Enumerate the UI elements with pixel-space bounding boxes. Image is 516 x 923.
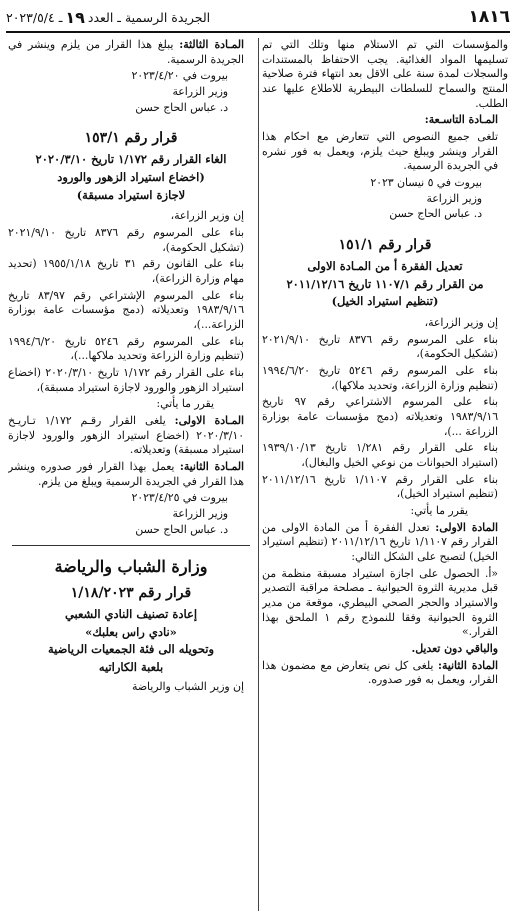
decision151-basis-1: بناء على المرسوم رقم ٨٣٧٦ تاريخ ٢٠٢١/٩/١٠ (تشكيل الحكومة)،	[262, 332, 498, 361]
page-header	[6, 6, 510, 33]
decision151-basis-4: بناء على القرار رقم ١/٢٨١ تاريخ ١٩٣٩/١٠/١٣ (استيراد الحيوانات من نوعي الخيل والبغال)،	[262, 441, 498, 470]
decision151-decides: يقرر ما يأتي:	[410, 504, 468, 518]
decision153-article2-text: يعمل بهذا القرار فور صدوره وينشر هذا القرار في الجريدة الرسمية ويبلغ من يلزم.	[8, 460, 244, 488]
article3-text: يبلغ هذا القرار من يلزم وينشر في الجريدة الرسمية.	[8, 38, 244, 66]
decision153-minister: إن وزير الزراعة،	[170, 209, 244, 223]
decision153-article2-title: المـادة الثانية:	[179, 460, 244, 474]
decision151-article1	[262, 521, 508, 565]
article3-title: المـادة الثالثة:	[179, 38, 244, 51]
decision151-basis-5: بناء على القرار رقم ١/١١٠٧ تاريخ ٢٠١١/١٢/١٦ (تنظيم استيراد الخيل)،	[262, 472, 498, 501]
decision18-subject-4: بلعبة الكاراتيه	[98, 660, 164, 675]
running-title	[6, 8, 210, 27]
signature3-title: وزير الزراعة	[172, 507, 228, 521]
decision153-subject-1: الغاء القرار رقم ١/١٧٢ تاريخ ٢٠٢٠/٣/١٠	[35, 152, 227, 167]
decision151-minister: إن وزير الزراعة،	[424, 315, 498, 329]
decision153-article1-title: المـادة الاولى:	[174, 414, 245, 427]
article9-title: المـادة التاسـعة:	[424, 113, 498, 127]
decision151-subject-3: (تنظيم استيراد الخيل)	[331, 294, 439, 309]
left-column	[8, 38, 254, 913]
decision151-rest: والباقي دون تعديل.	[411, 642, 498, 656]
signature2-title: وزير الزراعة	[172, 85, 228, 99]
decision151-number: قرار رقم ١٥١/١	[338, 237, 432, 254]
decision18-number: قرار رقم ١/١٨/٢٠٢٣	[70, 585, 192, 602]
decision151-basis-3: بناء على المرسوم الاشتراعي رقم ٩٧ تاريخ ١٩٨٣/٩/١٦ وتعديلاته (دمج مؤسسات عامة بوزارة الزراعة ...)،	[262, 395, 498, 438]
column-divider	[258, 38, 259, 911]
decision18-subject-2: «نادي راس بعلبك»	[85, 624, 177, 639]
decision153-subject-3: لاجازة استيراد مسبقة)	[76, 187, 186, 202]
decision153-basis-4: بناء على المرسوم رقم ٥٢٤٦ تاريخ ١٩٩٤/٦/٢٠ (تنظيم وزارة الزراعة وتحديد ملاكها...)،	[8, 334, 244, 363]
signature2-date: بيروت في ٢٠٢٣/٤/٢٠	[131, 69, 228, 83]
issue-date: ـ ٢٠٢٣/٥/٤	[6, 9, 63, 25]
signature2-name: د. عباس الحاج حسن	[135, 100, 228, 114]
signature1-date: بيروت في ٥ نيسان ٢٠٢٣	[370, 176, 482, 190]
decision151-article1-text: تعدل الفقرة أ من المادة الاولى من القرار رقم ١/١١٠٧ تاريخ ٢٠١١/١٢/١٦ (تنظيم استيراد الخيل) لتصبح على الشكل التالي:	[262, 520, 498, 564]
decision151-article1-title: المادة الاولى:	[435, 520, 498, 534]
article9-text: تلغى جميع النصوص التي تتعارض مع احكام هذا القرار وينشر ويبلغ حيث يلزم، ويعمل به فور نشره في الجريدة الرسمية.	[262, 130, 498, 173]
decision153-number: قرار رقم ١٥٣/١	[84, 130, 178, 147]
article9-paragraph	[262, 113, 508, 128]
signature3-date: بيروت في ٢٠٢٣/٤/٢٥	[131, 491, 228, 505]
decision153-basis-5: بناء على القرار رقم ١/١٧٢ تاريخ ٢٠٢٠/٣/١٠ (اخضاع استيراد الزهور والورود لاجازة استيراد مسبقة)،	[8, 365, 245, 394]
signature1-name: د. عباس الحاج حسن	[389, 207, 482, 221]
decision153-subject-2: (اخضاع استيراد الزهور والورود	[57, 170, 205, 185]
page-number: ١٨١٦	[468, 7, 510, 27]
decision151-basis-2: بناء على المرسوم رقم ٥٢٤٦ تاريخ ١٩٩٤/٦/٢٠ (تنظيم وزارة الزراعة، وتحديد ملاكها)،	[262, 363, 498, 392]
right-column	[262, 38, 508, 913]
decision153-article1-text: يلغى القرار رقـم ١/١٧٢ تـاريـخ ٢٠٢٠/٣/١٠ (اخضاع استيراد الزهور والورود لاجازة استيراد مسبقة) وتعديلاته.	[8, 414, 244, 457]
signature3-name: د. عباس الحاج حسن	[135, 522, 228, 536]
decision151-quote: «أ. الحصول على اجازة استيراد مسبقة منظمة من قبل مديرية الثروة الحيوانية ـ مصلحة مراقبة التصدير والاستيراد والحجر الصحي البيطري، موقعة من مدير الثروة الحيوانية وفقا للنموذج رقم ١ الملحق بهذا القرار.»	[262, 566, 498, 639]
decision153-basis-3: بناء على المرسوم الإشتراعي رقم ٨٣/٩٧ تاريخ ١٩٨٣/٩/١٦ وتعديلاته (دمج مؤسسات عامة بوزارة الزراعة...)،	[8, 288, 244, 331]
section-separator	[12, 545, 250, 546]
decision153-article1	[8, 414, 254, 458]
decision151-article2-title: المادة الثانية:	[437, 658, 498, 672]
intro-paragraph: والمؤسسات التي تم الاستلام منها وتلك التي تم تسليمها المواد الغذائية. يجب الاحتفاظ بالمستندات والسجلات لمدة سنة على الاقل بعد انتهاء فترة صلاحية المنتج والسماح للسلطات البيطرية للاطلاع عليها عند الطلب.	[262, 38, 508, 110]
decision18-subject-1: إعادة تصنيف النادي الشعبي	[64, 607, 198, 622]
decision151-article2-text: يلغى كل نص يتعارض مع مضمون هذا القرار، ويعمل به فور صدوره.	[262, 658, 498, 687]
decision153-decides: يقرر ما يأتي:	[156, 397, 214, 411]
decision153-article2	[8, 460, 254, 489]
decision18-subject-3: وتحويله الى فئة الجمعيات الرياضية	[48, 642, 214, 657]
decision153-basis-2: بناء على القانون رقم ٣١ تاريخ ١٩٥٥/١/١٨ (تحديد مهام وزارة الزراعة)،	[8, 257, 244, 285]
issue-number: ١٩	[65, 7, 85, 27]
decision18-minister: إن وزير الشباب والرياضة	[132, 679, 244, 693]
decision151-subject-2: من القرار رقم ١١٠٧/١ تاريخ ٢٠١١/١٢/١٦	[286, 276, 484, 291]
decision151-subject-1: تعديل الفقرة أ من المـادة الاولى	[307, 259, 463, 274]
signature1-title: وزير الزراعة	[426, 191, 482, 205]
gazette-prefix: الجريدة الرسمية ـ العدد	[87, 9, 211, 25]
article3-paragraph	[8, 38, 254, 67]
decision153-basis-1: بناء على المرسوم رقم ٨٣٧٦ تاريخ ٢٠٢١/٩/١٠ (تشكيل الحكومة)،	[8, 225, 244, 254]
decision151-article2	[262, 659, 508, 688]
ministry-title: وزارة الشباب والرياضة	[54, 557, 208, 577]
